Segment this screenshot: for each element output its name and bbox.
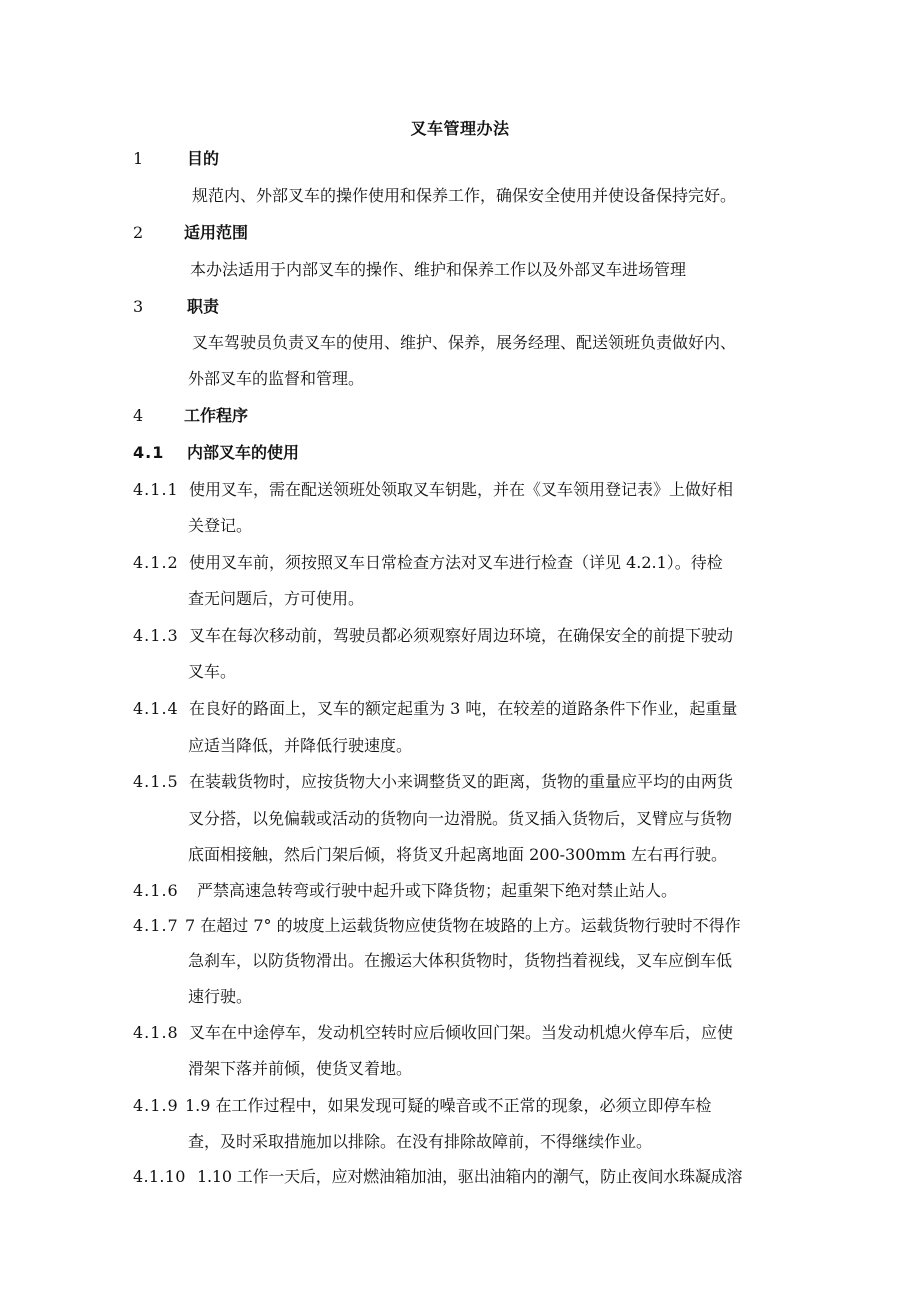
section-number: 4.1 — [133, 443, 165, 462]
item-number: 4.1.7 — [133, 916, 179, 935]
item-line: 速行驶。 — [188, 987, 253, 1006]
item-line: 在良好的路面上，叉车的额定起重为 3 吨，在较差的道路条件下作业，起重量 — [189, 699, 738, 718]
section-heading-duties: 职责 — [187, 297, 220, 316]
section-number: 1 — [133, 149, 145, 168]
item-line: 叉分搭，以免偏载或活动的货物向一边滑脱。货叉插入货物后，叉臂应与货物 — [188, 809, 733, 828]
item-line: 应适当降低，并降低行驶速度。 — [188, 736, 413, 755]
item-line: 底面相接触，然后门架后倾，将货叉升起离地面 200-300mm 左右再行驶。 — [188, 845, 728, 864]
section-number: 4 — [133, 406, 145, 425]
item-line: 1.9 在工作过程中，如果发现可疑的噪音或不正常的现象，必须立即停车检 — [185, 1096, 712, 1115]
item-line: 7 在超过 7° 的坡度上运载货物应使货物在坡路的上方。运载货物行驶时不得作 — [185, 916, 741, 935]
item-line: 在装载货物时，应按货物大小来调整货叉的距离，货物的重量应平均的由两货 — [189, 772, 734, 791]
item-line: 查，及时采取措施加以排除。在没有排除故障前，不得继续作业。 — [188, 1132, 653, 1151]
item-line: 叉车在中途停车，发动机空转时应后倾收回门架。当发动机熄火停车后，应使 — [189, 1023, 734, 1042]
item-number: 4.1.6 — [133, 881, 179, 900]
item-line: 叉车。 — [188, 662, 237, 681]
section-heading-purpose: 目的 — [187, 149, 220, 168]
item-line: 严禁高速急转弯或行驶中起升或下降货物；起重架下绝对禁止站人。 — [197, 881, 678, 900]
item-number: 4.1.8 — [133, 1023, 179, 1042]
item-line: 使用叉车前，须按照叉车日常检查方法对叉车进行检查（详见 4.2.1）。待检 — [189, 553, 723, 572]
item-line: 叉车在每次移动前，驾驶员都必须观察好周边环境，在确保安全的前提下驶动 — [189, 626, 734, 645]
item-number: 4.1.1 — [133, 480, 179, 499]
item-line: 急刹车，以防货物滑出。在搬运大体积货物时，货物挡着视线，叉车应倒车低 — [188, 951, 733, 970]
section-body: 规范内、外部叉车的操作使用和保养工作，确保安全使用并使设备保持完好。 — [192, 186, 737, 205]
section-number: 2 — [133, 223, 145, 242]
item-number: 4.1.9 — [133, 1096, 179, 1115]
item-line: 关登记。 — [188, 516, 253, 535]
item-number: 4.1.10 — [133, 1167, 186, 1186]
section-body: 外部叉车的监督和管理。 — [188, 369, 365, 388]
section-body: 本办法适用于内部叉车的操作、维护和保养工作以及外部叉车进场管理 — [190, 260, 687, 279]
item-line: 1.10 工作一天后，应对燃油箱加油，驱出油箱内的潮气，防止夜间水珠凝成溶 — [197, 1167, 743, 1186]
item-number: 4.1.3 — [133, 626, 179, 645]
item-line: 查无问题后，方可使用。 — [188, 589, 365, 608]
item-line: 使用叉车，需在配送领班处领取叉车钥匙，并在《叉车领用登记表》上做好相 — [189, 480, 734, 499]
item-number: 4.1.4 — [133, 699, 179, 718]
section-body: 叉车驾驶员负责叉车的使用、维护、保养，展务经理、配送领班负责做好内、 — [192, 333, 737, 352]
page-title: 叉车管理办法 — [410, 119, 510, 138]
item-number: 4.1.5 — [133, 772, 179, 791]
item-line: 滑架下落并前倾，使货叉着地。 — [188, 1059, 413, 1078]
section-number: 3 — [133, 297, 145, 316]
section-heading-internal-use: 内部叉车的使用 — [187, 443, 300, 462]
section-heading-procedure: 工作程序 — [184, 406, 249, 425]
item-number: 4.1.2 — [133, 553, 179, 572]
section-heading-scope: 适用范围 — [184, 223, 249, 242]
